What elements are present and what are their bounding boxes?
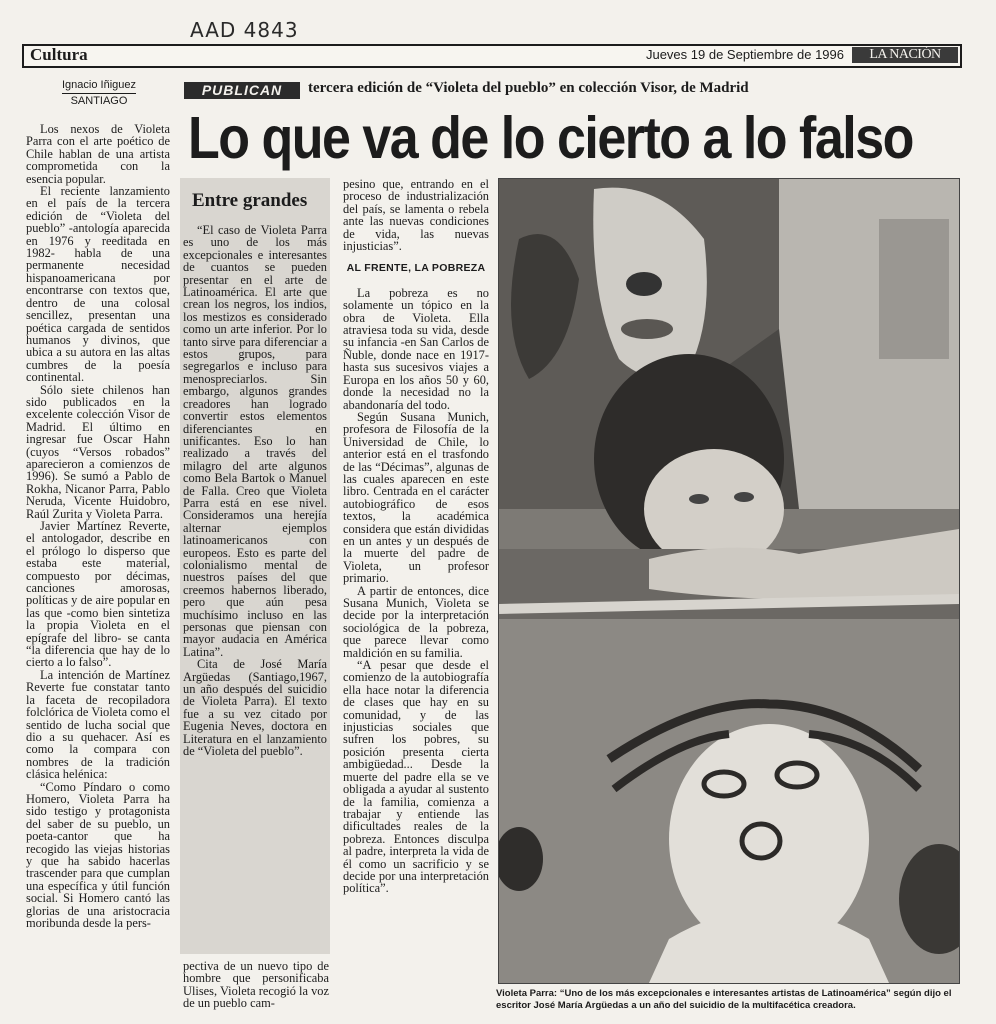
paragraph: Los nexos de Violeta Parra con el arte poético de Chile hablan de una artista comprometida con la esencia popular. bbox=[26, 123, 170, 186]
section-masthead bbox=[22, 44, 962, 68]
photo-artwork-with-child bbox=[499, 179, 959, 983]
archive-code-handwritten: AAD 4843 bbox=[190, 18, 299, 42]
paragraph: A partir de entonces, dice Susana Munich, Violeta se decide por la interpretación sociológica de la pobreza, que parece llevar como maldición en su familia. bbox=[343, 583, 489, 660]
author-name: Ignacio Iñiguez bbox=[62, 79, 136, 91]
paragraph: La pobreza es no solamente un tópico en la obra de Violeta. Ella atraviesa toda su vida, desde su infancia -en San Carlos de Ñuble, donde nace en 1917- hasta sus sucesivos viajes a Europa en los años 50 y 60, donde la necesidad no la abandonaría del todo. bbox=[343, 285, 489, 412]
kicker-text: tercera edición de “Violeta del pueblo” en colección Visor, de Madrid bbox=[308, 80, 749, 96]
article-column-1 bbox=[26, 123, 170, 1013]
newspaper-logo: LA NACIÓN bbox=[852, 47, 958, 63]
paragraph: El reciente lanzamiento en el país de la tercera edición de “Violeta del pueblo” -antología aparecida en 1976 y reeditada en 1982- habla de una permanente necesidad hispanoamericana por encontrarse con textos que, dentro de una colosal sencillez, presentan una poética cargada de sentidos humanos y divinos, que ubica a su autora en las altas cumbres de la poesía continental. bbox=[26, 184, 170, 385]
paragraph: Cita de José María Argüedas (Santiago,1967, un año después del suicidio de Violeta Parra). El texto fue a su vez citado por Eugenia Neves, doctora en Literatura en el lanzamiento de “Violeta del pueblo”. bbox=[183, 657, 327, 759]
photo-caption: Violeta Parra: “Uno de los más excepcionales e interesantes artistas de Latinoamérica” según dijo el escritor José María Argüedas a un año del suicidio de la multifacética creadora. bbox=[496, 988, 952, 1011]
paragraph: “A pesar que desde el comienzo de la autobiografía ella hace notar la diferencia de clases que hay en su comunidad, y de las injusticias sociales que sufren los pobres, su posición presenta cierta ambigüedad... Desde la muerte del padre ella se ve obligada a ayudar al sustento de la familia, comienza a trabajar y entiende las dificultades reales de la pobreza. Entonces disculpa al padre, interpreta la vida de él como un sacrificio y se decide por una interpretación política”. bbox=[343, 658, 489, 896]
paragraph: Javier Martínez Reverte, el antologador, describe en el prólogo lo disperso que estaba este material, compuesto por décimas, canciones amorosas, políticas y de aire popular en las que -como bien sintetiza la propia Violeta en el epígrafe del libro- se canta “la diferencia que hay de lo cierto a lo falso”. bbox=[26, 519, 170, 670]
byline bbox=[62, 78, 136, 109]
paragraph: Según Susana Munich, profesora de Filosofía de la Universidad de Chile, lo anterior está en el trasfondo de las “Décimas”, algunas de las cuales aparecen en este libro. Centrada en el carácter autobiográfico de esos textos, la académica considera que están divididas en un antes y un después de la muerte del padre de Violeta, un profesor primario. bbox=[343, 409, 489, 586]
paragraph: “Como Píndaro o como Homero, Violeta Parra ha sido testigo y protagonista del saber de su pueblo, un poeta-cantor que ha recogido las viejas historias y que ha sabido hacerlas trascender para que cumplan una específica y útil función social. Si Homero cantó las glorias de una aristocracia moribunda desde la pers- bbox=[26, 779, 170, 930]
paragraph: pectiva de un nuevo tipo de hombre que personificaba Ulises, Violeta recogió la voz de un pueblo cam- bbox=[183, 960, 329, 1011]
article-photo bbox=[498, 178, 960, 984]
sidebar-text bbox=[183, 224, 327, 954]
article-column-2-continuation bbox=[183, 960, 329, 1016]
paragraph: La intención de Martínez Reverte fue constatar tanto la faceta de recopiladora folclórica de Violeta como el sentido de lucha social que dio a su quehacer. Así es como la compara con nombres de la tradición clásica helénica: bbox=[26, 667, 170, 782]
paragraph: “El caso de Violeta Parra es uno de los más excepcionales e interesantes de cuantos se pueden presentar en el arte de Latinoamérica. El arte que crean los negros, los indios, los mestizos es considerado como un arte inferior. Por lo tanto sirve para diferenciar a estos grupos, para segregarlos e incluso para menospreciarlos. Sin embargo, algunos grandes creadores han logrado convertir estos elementos diferenciantes en unificantes. Eso lo han realizado a través del milagro del arte algunos como Bela Bartok o Manuel de Falla. Creo que Violeta Parra está en ese nivel. Consideramos una herejía alternar ejemplos latinoamericanos con europeos. Esto es parte del colonialismo mental de nuestros países del que creemos habernos liberado, pero que aún pesa muchísimo incluso en las personas que piensan con mayor audacia en América Latina”. bbox=[183, 224, 327, 659]
issue-date: Jueves 19 de Septiembre de 1996 bbox=[645, 47, 844, 62]
section-name: Cultura bbox=[30, 45, 88, 64]
sidebar-title: Entre grandes bbox=[192, 190, 308, 211]
dateline-place: SANTIAGO bbox=[62, 93, 136, 109]
subheading: AL FRENTE, LA POBREZA bbox=[346, 262, 486, 275]
paragraph: Sólo siete chilenos han sido publicados en la excelente colección Visor de Madrid. El último en ingresar fue Oscar Hahn (cuyos “Versos robados” aparecieron a comienzos de 1996). Se sumó a Pablo de Rokha, Nicanor Parra, Pablo Neruda, Vicente Huidobro, Raúl Zurita y Violeta Parra. bbox=[26, 382, 170, 521]
kicker-tag: PUBLICAN bbox=[184, 82, 300, 99]
article-column-3 bbox=[343, 178, 489, 1014]
paragraph: pesino que, entrando en el proceso de industrialización del país, se lamenta o rebela ante las nuevas condiciones de vida, las nuevas injusticias”. bbox=[343, 178, 489, 254]
headline: Lo que va de lo cierto a lo falso bbox=[188, 105, 913, 172]
